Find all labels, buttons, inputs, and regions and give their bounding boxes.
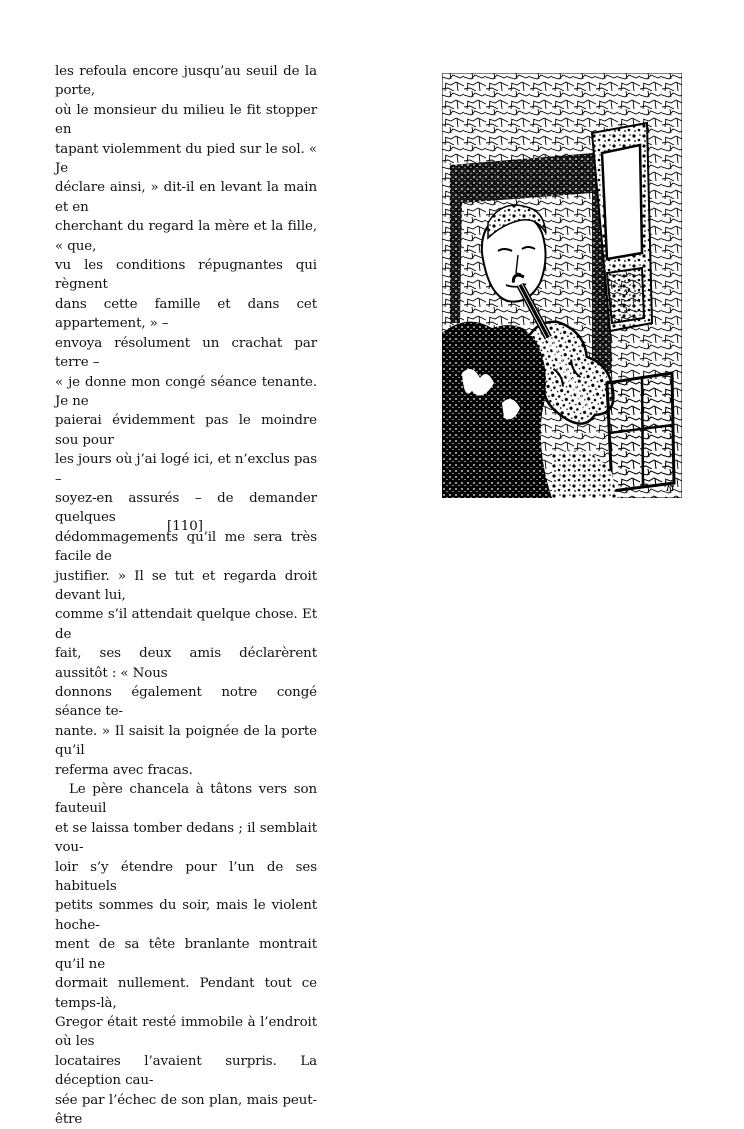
text-line: justifier. » Il se tut et regarda droit devant lui, — [55, 568, 317, 603]
text-line: soyez-en assurés – de demander quelques — [55, 490, 317, 526]
text-line: ment de sa tête branlante montrait qu’il ne — [55, 937, 317, 972]
text-line: Gregor était resté immobile à l’endroit où les — [55, 1014, 317, 1050]
text-line: dormait nullement. Pendant tout ce temps-là, — [55, 976, 317, 1011]
paragraph — [55, 62, 317, 780]
text-line: petits sommes du soir, mais le violent hoche- — [55, 898, 317, 933]
illustration — [442, 73, 682, 498]
text-line: nante. » Il saisit la poignée de la porte qu’il — [55, 723, 317, 759]
text-line: cherchant du regard la mère et la fille, « que, — [55, 219, 317, 254]
text-line: locataires l’avaient surpris. La déception cau- — [55, 1053, 317, 1089]
text-line: Le père chancela à tâtons vers son fauteuil — [55, 782, 317, 817]
text-line: donnons également notre congé séance te- — [55, 685, 317, 720]
text-line: déclare ainsi, » dit-il en levant la main et en — [55, 180, 317, 215]
text-line: vu les conditions répugnantes qui règnent — [55, 258, 317, 293]
text-line: paierai évidemment pas le moindre sou pour — [55, 413, 317, 448]
text-line: dédommagements qu’il me sera très facile de — [55, 529, 317, 565]
paragraph — [55, 780, 317, 1129]
text-line: loir s’y étendre pour l’un de ses habituels — [55, 859, 317, 895]
body-text — [55, 62, 317, 1129]
page-number: [110] — [166, 519, 203, 534]
text-line: fait, ses deux amis déclarèrent aussitôt : « Nous — [55, 646, 317, 681]
text-line: sée par l’échec de son plan, mais peut-être — [55, 1092, 317, 1127]
artist-signature: H — [666, 483, 675, 494]
text-line: et se laissa tomber dedans ; il semblait vou- — [55, 820, 317, 856]
text-line: dans cette famille et dans cet appartement, » – — [55, 296, 317, 332]
text-line: envoya résolument un crachat par terre – — [55, 335, 317, 371]
text-line: les refoula encore jusqu’au seuil de la porte, — [55, 64, 317, 99]
text-line: tapant violemment du pied sur le sol. « Je — [55, 141, 317, 177]
text-line: referma avec fracas. — [55, 762, 193, 778]
woman-face — [482, 205, 546, 301]
illustration-drawing — [442, 73, 682, 498]
text-line: où le monsieur du milieu le fit stopper en — [55, 102, 317, 138]
dark-foliage — [442, 322, 552, 498]
left-page-text — [55, 62, 317, 1129]
text-line: « je donne mon congé séance tenante. Je ne — [55, 374, 317, 409]
text-line: comme s’il attendait quelque chose. Et de — [55, 607, 317, 642]
text-line: les jours où j’ai logé ici, et n’exclus pas – — [55, 452, 317, 487]
